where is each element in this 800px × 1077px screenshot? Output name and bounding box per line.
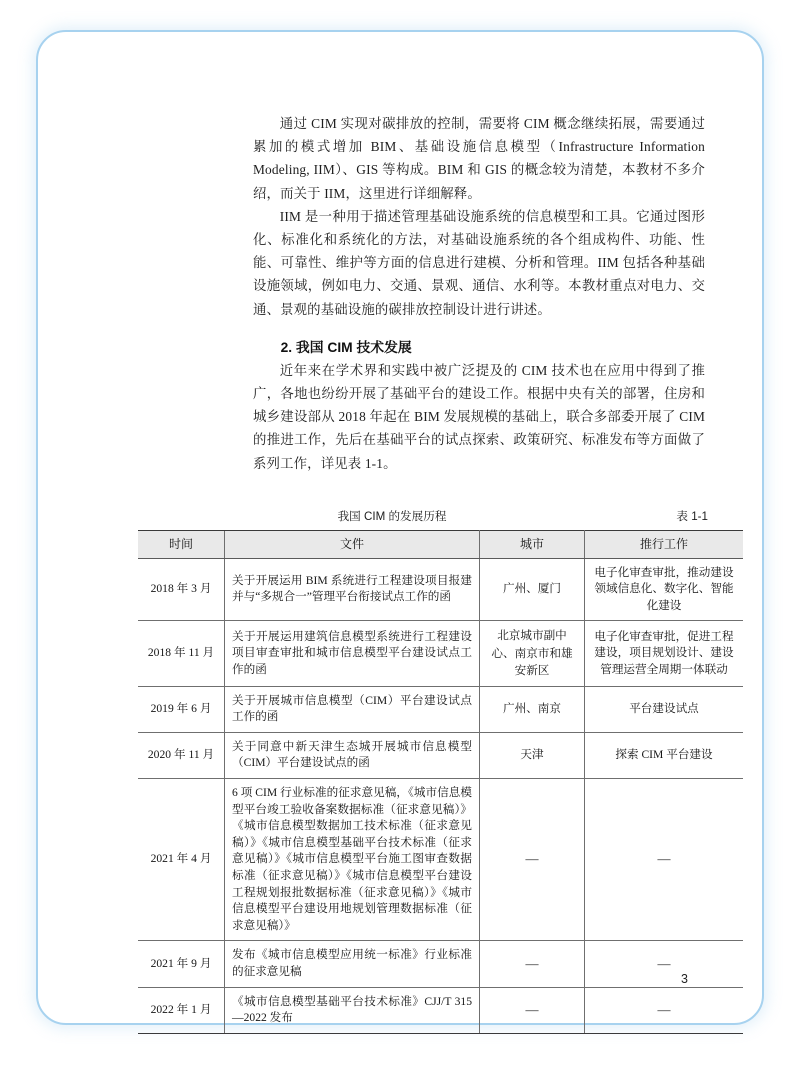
cell-city: 广州、厦门	[480, 558, 585, 621]
paragraph-cim-development: 近年来在学术界和实践中被广泛提及的 CIM 技术也在应用中得到了推广，各地也纷纷开展了基础平台的建设工作。根据中央有关的部署，住房和城乡建设部从 2018 年起在 BIM 发展规模的基础上，联合多部委开展了 CIM 的推进工作，先后在基础平台的试点探索、政策研究、标准发布等方面做了系列工作，详见表 1-1。	[253, 362, 705, 471]
paragraph-iim-definition: IIM 是一种用于描述管理基础设施系统的信息模型和工具。它通过图形化、标准化和系统化的方法，对基础设施系统的各个组成构件、功能、性能、可靠性、维护等方面的信息进行建模、分析和管理。IIM 包括各种基础设施领域，例如电力、交通、景观、通信、水利等。本教材重点对电力、交通、景观的基础设施的碳排放控制设计进行讲述。	[253, 208, 705, 317]
table-block	[138, 508, 734, 1034]
column-header-time: 时间	[138, 531, 225, 559]
cell-time: 2018 年 3 月	[138, 558, 225, 621]
cell-file: 关于同意中新天津生态城开展城市信息模型（CIM）平台建设试点的函	[225, 732, 480, 778]
table-caption-title: 我国 CIM 的发展历程	[337, 510, 447, 523]
table-caption	[138, 508, 708, 530]
column-header-file: 文件	[225, 531, 480, 559]
table-caption-number: 表 1-1	[676, 510, 708, 523]
paragraph-intro-cim: 通过 CIM 实现对碳排放的控制，需要将 CIM 概念继续拓展，需要通过累加的模式增加 BIM、基础设施信息模型（Infrastructure Information Modeling, IIM）、GIS 等构成。BIM 和 GIS 的概念较为清楚，本教材不多介绍，而关于 IIM，这里进行详细解释。	[253, 116, 705, 201]
cell-city: 天津	[480, 732, 585, 778]
cell-file: 发布《城市信息模型应用统一标准》行业标准的征求意见稿	[225, 941, 480, 987]
cell-time: 2021 年 4 月	[138, 778, 225, 940]
table-row	[138, 686, 743, 732]
cell-work: —	[585, 778, 744, 940]
text-column	[253, 112, 705, 475]
cell-city: —	[480, 941, 585, 987]
cim-history-table	[138, 530, 743, 1034]
table-row	[138, 558, 743, 621]
cell-work: 电子化审查审批，推动建设领域信息化、数字化、智能化建设	[585, 558, 744, 621]
cell-work: 平台建设试点	[585, 686, 744, 732]
table-row	[138, 732, 743, 778]
cell-time: 2022 年 1 月	[138, 987, 225, 1033]
cell-work: 探索 CIM 平台建设	[585, 732, 744, 778]
cell-file: 关于开展运用建筑信息模型系统进行工程建设项目审查审批和城市信息模型平台建设试点工作的函	[225, 621, 480, 686]
cell-file: 6 项 CIM 行业标准的征求意见稿，《城市信息模型平台竣工验收备案数据标准（征求意见稿）》《城市信息模型数据加工技术标准（征求意见稿）》《城市信息模型基础平台技术标准（征求意见稿）》《城市信息模型平台施工图审查数据标准（征求意见稿）》《城市信息模型平台建设工程规划报批数据标准（征求意见稿）》《城市信息模型平台建设用地规划管理数据标准（征求意见稿）》	[225, 778, 480, 940]
cell-file: 关于开展城市信息模型（CIM）平台建设试点工作的函	[225, 686, 480, 732]
cell-time: 2021 年 9 月	[138, 941, 225, 987]
cell-city: —	[480, 987, 585, 1033]
section-heading-cim-development: 2. 我国 CIM 技术发展	[280, 339, 412, 355]
cell-file: 《城市信息模型基础平台技术标准》CJJ/T 315—2022 发布	[225, 987, 480, 1033]
cell-file: 关于开展运用 BIM 系统进行工程建设项目报建并与“多规合一”管理平台衔接试点工作的函	[225, 558, 480, 621]
cell-time: 2020 年 11 月	[138, 732, 225, 778]
table-row	[138, 941, 743, 987]
page-number: 3	[681, 972, 688, 986]
table-row	[138, 987, 743, 1033]
column-header-work: 推行工作	[585, 531, 744, 559]
cell-city: 广州、南京	[480, 686, 585, 732]
cell-city: 北京城市副中心、南京市和雄安新区	[480, 621, 585, 686]
cell-time: 2019 年 6 月	[138, 686, 225, 732]
cell-time: 2018 年 11 月	[138, 621, 225, 686]
table-row	[138, 778, 743, 940]
cell-work: 电子化审查审批，促进工程建设，项目规划设计、建设管理运营全周期一体联动	[585, 621, 744, 686]
cell-work: —	[585, 987, 744, 1033]
cell-city: —	[480, 778, 585, 940]
cell-work: —	[585, 941, 744, 987]
table-header-row	[138, 531, 743, 559]
column-header-city: 城市	[480, 531, 585, 559]
table-row	[138, 621, 743, 686]
